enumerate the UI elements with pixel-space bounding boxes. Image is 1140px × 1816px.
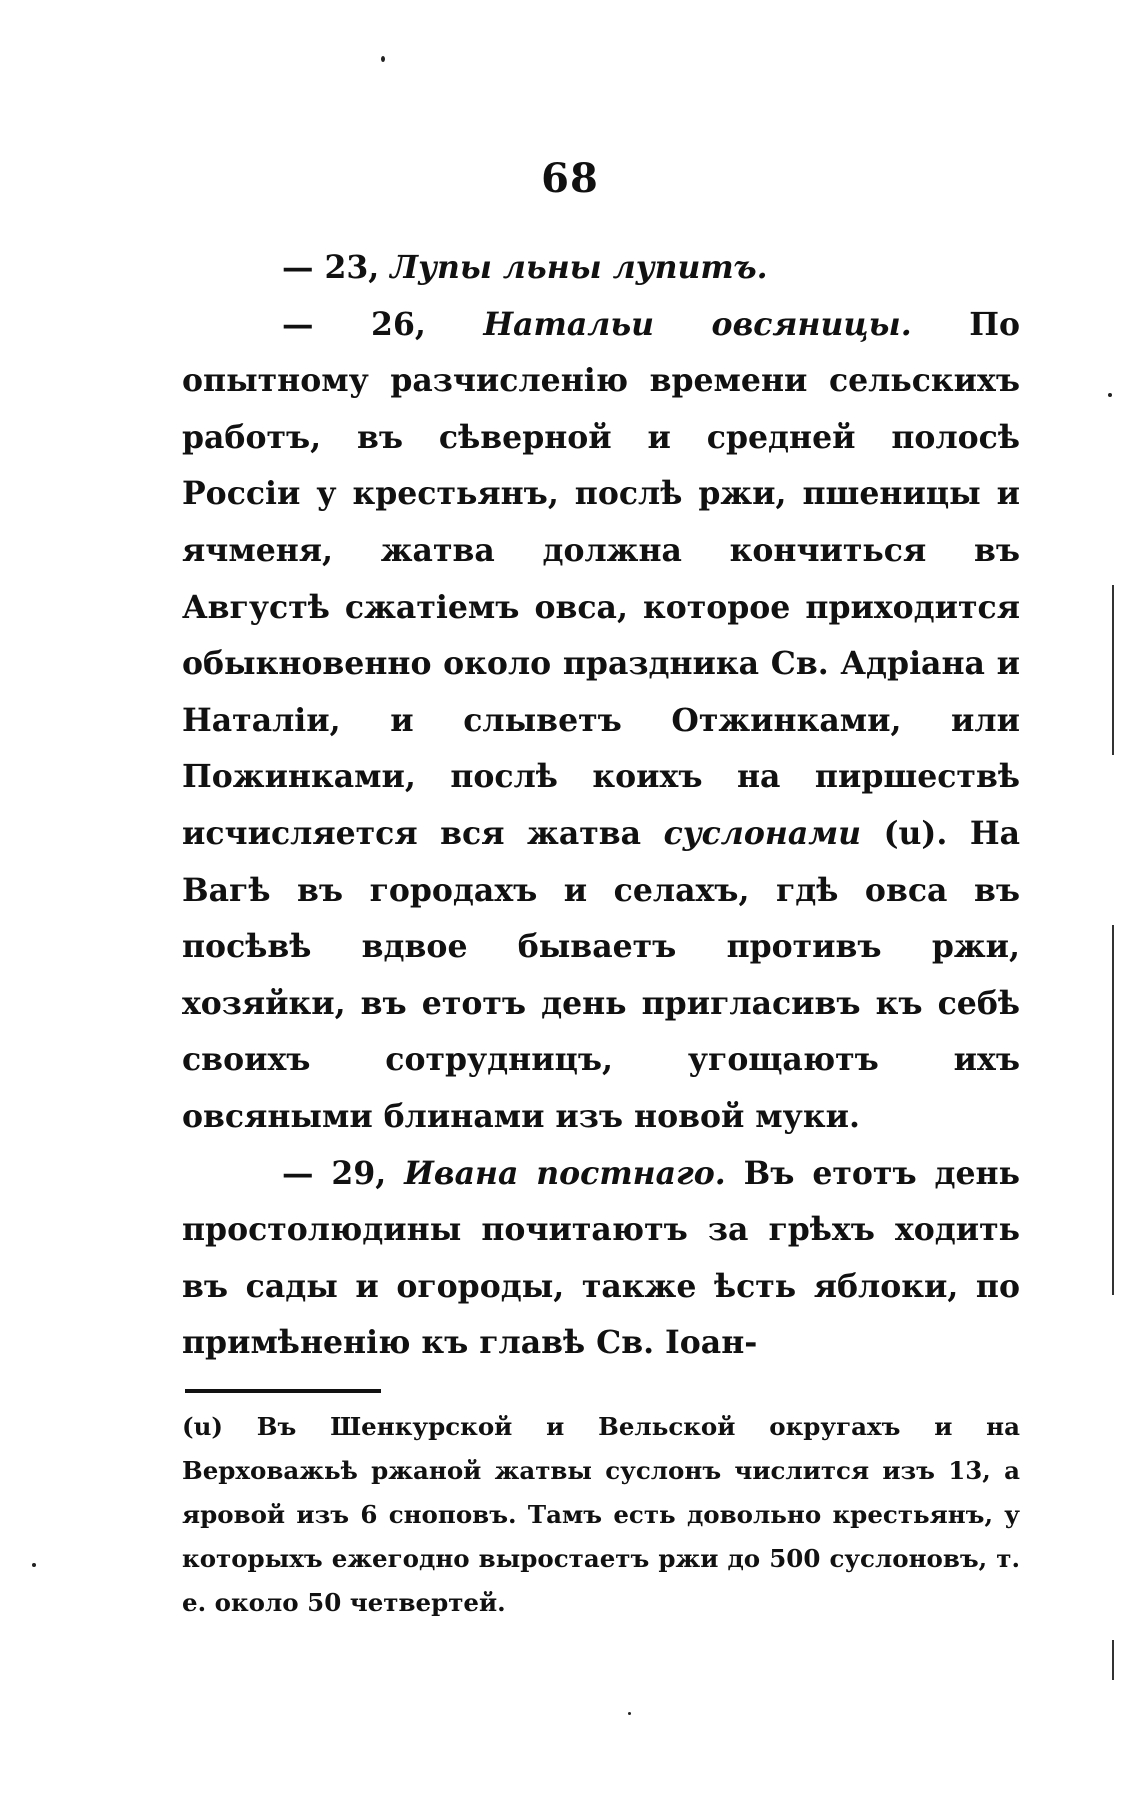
entry-text-continued: (u). На Вагѣ въ городахъ и селахъ, гдѣ овса въ посѣвѣ вдвое бываетъ противъ ржи, хозяйки, въ етотъ день пригласивъ къ себѣ своихъ сотрудницъ, угощаютъ ихъ овсяными блинами изъ новой муки. bbox=[182, 814, 1020, 1135]
entry-date: — 29, bbox=[282, 1154, 387, 1192]
scan-edge-mark bbox=[1112, 1640, 1114, 1680]
page-number: 68 bbox=[541, 155, 599, 202]
entry-29 bbox=[182, 1146, 1020, 1372]
entry-23 bbox=[182, 240, 1020, 297]
scan-edge-mark bbox=[1112, 925, 1114, 1295]
entry-title: Натальи овсяницы. bbox=[483, 305, 912, 343]
scan-speck bbox=[381, 56, 385, 62]
scan-speck bbox=[628, 1712, 631, 1715]
entry-date: — 23, bbox=[282, 249, 380, 286]
entry-title: Лупы льны лупитъ. bbox=[390, 249, 768, 286]
scan-speck bbox=[32, 1563, 36, 1567]
entry-emphasis: суслонами bbox=[663, 814, 862, 852]
entry-date: — 26, bbox=[282, 305, 426, 343]
footnote-divider bbox=[185, 1389, 381, 1393]
scan-edge-mark bbox=[1112, 585, 1114, 755]
footnote-block bbox=[182, 1405, 1020, 1625]
scan-speck bbox=[1108, 393, 1112, 397]
entry-title: Ивана постнаго. bbox=[404, 1154, 726, 1192]
entry-text: По опытному разчисленію времени сельскихъ работъ, въ сѣверной и средней полосѣ Россіи у крестьянъ, послѣ ржи, пшеницы и ячменя, жатва должна кончиться въ Августѣ сжатіемъ овса, которое приходится обыкновенно около праздника Св. Адріана и Наталіи, и слыветъ Отжинками, или Пожинками, послѣ коихъ на пиршествѣ исчисляется вся жатва bbox=[182, 305, 1020, 852]
entry-26 bbox=[182, 297, 1020, 1146]
entry-text: Въ етотъ день простолюдины почитаютъ за грѣхъ ходить въ сады и огороды, также ѣсть яблоки, по примѣненію къ главѣ Св. Іоан- bbox=[182, 1154, 1020, 1362]
footnote-u: (u) Въ Шенкурской и Вельской округахъ и на Верховажьѣ ржаной жатвы суслонъ числится изъ 13, а яровой изъ 6 сноповъ. Тамъ есть довольно крестьянъ, у которыхъ ежегодно выростаетъ ржи до 500 суслоновъ, т. е. около 50 четвертей. bbox=[182, 1412, 1020, 1617]
main-text bbox=[182, 240, 1020, 1372]
